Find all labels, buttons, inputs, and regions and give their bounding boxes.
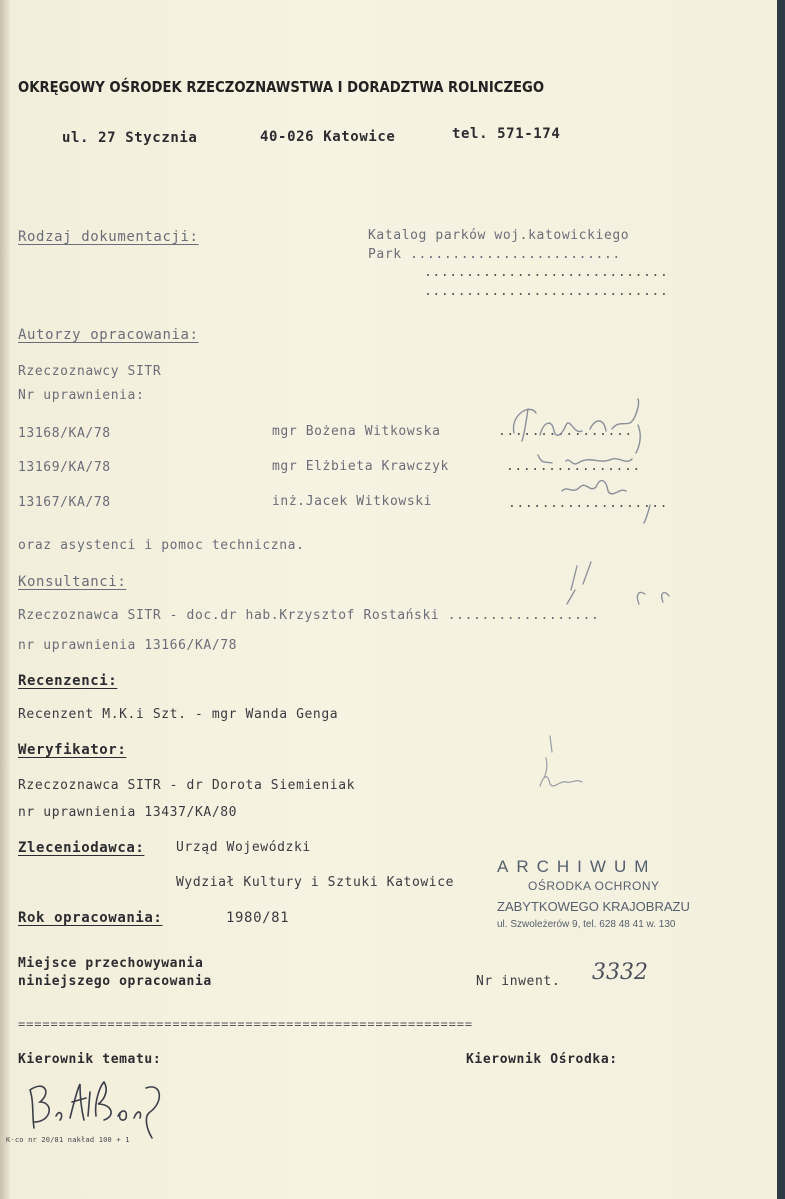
author-2-name: mgr Elżbieta Krawczyk <box>272 459 449 474</box>
separator-line: ======================================================== <box>18 1017 473 1031</box>
paper-edge-right <box>777 0 785 1199</box>
institution-name: OKRĘGOWY OŚRODEK RZECZOZNAWSTWA I DORADZTWA ROLNICZEGO <box>18 78 545 96</box>
doc-type-catalog: Katalog parków woj.katowickiego <box>368 228 630 243</box>
print-note: K-co nr 20/81 nakład 100 + 1 <box>6 1136 130 1144</box>
address-street: ul. 27 Stycznia <box>62 130 198 146</box>
inventory-number: 3332 <box>592 960 648 985</box>
consultant-signature-drawing <box>555 560 695 620</box>
year-value: 1980/81 <box>226 910 290 926</box>
author-2-license: 13169/KA/78 <box>18 460 111 475</box>
doc-type-dotline-2: ............................. <box>424 284 669 299</box>
author-2-signature-line: ................ <box>506 459 641 474</box>
paper-edge-left <box>0 0 10 1199</box>
author-1-name: mgr Bożena Witkowska <box>272 424 441 439</box>
archive-stamp-line-1: OŚRODKA OCHRONY <box>528 879 660 893</box>
center-head-label: Kierownik Ośrodka: <box>466 1052 618 1067</box>
verifier-license: nr uprawnienia 13437/KA/80 <box>18 805 238 820</box>
year-label: Rok opracowania: <box>18 910 163 926</box>
address-phone: tel. 571-174 <box>452 126 561 142</box>
author-3-license: 13167/KA/78 <box>18 495 111 510</box>
client-line-2: Wydział Kultury i Sztuki Katowice <box>176 875 455 890</box>
author-3-signature-line: ................... <box>508 496 669 511</box>
archive-stamp-line-3: ul. Szwoleżerów 9, tel. 628 48 41 w. 130 <box>497 919 676 930</box>
author-1-signature-line: ................ <box>498 424 633 439</box>
verifier-signature-drawing <box>510 730 600 800</box>
verifier-line: Rzeczoznawca SITR - dr Dorota Siemieniak <box>18 778 356 793</box>
archive-stamp-title: ARCHIWUM <box>497 857 657 876</box>
consultant-line: Rzeczoznawca SITR - doc.dr hab.Krzysztof Rostański .................. <box>18 608 600 623</box>
authors-role: Rzeczoznawcy SITR <box>18 364 162 379</box>
client-label: Zleceniodawca: <box>18 840 145 856</box>
archive-stamp-line-2: ZABYTKOWEGO KRAJOBRAZU <box>497 899 690 914</box>
author-3-name: inż.Jacek Witkowski <box>272 494 433 509</box>
doc-type-label: Rodzaj dokumentacji: <box>18 229 199 245</box>
address-city: 40-026 Katowice <box>260 129 396 145</box>
topic-head-label: Kierownik tematu: <box>18 1052 162 1067</box>
reviewers-label: Recenzenci: <box>18 673 118 689</box>
verifier-label: Weryfikator: <box>18 742 127 758</box>
authors-label: Autorzy opracowania: <box>18 327 199 343</box>
storage-line-2: niniejszego opracowania <box>18 974 212 989</box>
authors-license-label: Nr uprawnienia: <box>18 388 145 403</box>
author-1-license: 13168/KA/78 <box>18 426 111 441</box>
doc-type-dotline-1: ............................. <box>424 265 669 280</box>
inventory-label: Nr inwent. <box>476 974 561 989</box>
doc-type-park: Park ......................... <box>368 247 621 262</box>
topic-head-signature-drawing <box>22 1072 172 1144</box>
authors-assistants: oraz asystenci i pomoc techniczna. <box>18 538 305 553</box>
consultant-license: nr uprawnienia 13166/KA/78 <box>18 638 238 653</box>
reviewer-line: Recenzent M.K.i Szt. - mgr Wanda Genga <box>18 707 339 722</box>
storage-line-1: Miejsce przechowywania <box>18 956 204 971</box>
consultants-label: Konsultanci: <box>18 574 127 590</box>
author-signatures-drawing <box>500 395 690 525</box>
client-line-1: Urząd Wojewódzki <box>176 840 311 855</box>
